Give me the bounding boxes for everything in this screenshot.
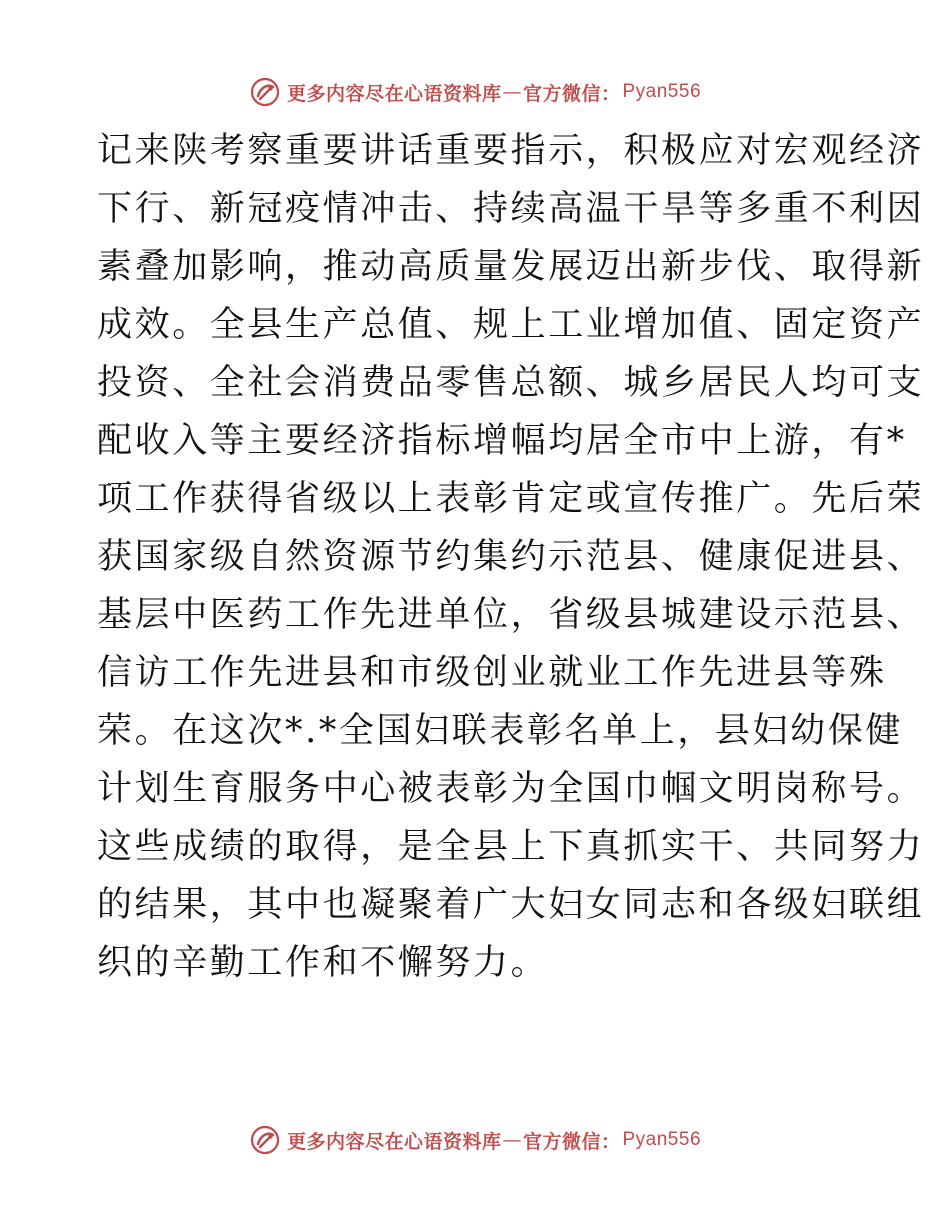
watermark-brand: 更多内容尽在心语资料库 [286,82,502,105]
text-line: 投资、全社会消费品零售总额、城乡居民人均可支 [97,363,925,403]
text-line: 配收入等主要经济指标增幅均居全市中上游，有* [97,421,907,461]
watermark-dash: — [502,1129,522,1151]
body-paragraph [97,122,925,992]
text-line: 基层中医药工作先进单位，省级县城建设示范县、 [97,595,925,635]
text-line: 荣。在这次*.*全国妇联表彰名单上，县妇幼保健 [97,711,903,751]
text-line: 计划生育服务中心被表彰为全国巾帼文明岗称号。 [97,769,925,809]
text-line: 记来陕考察重要讲话重要指示，积极应对宏观经济 [97,131,925,171]
watermark-official: 官方微信： [522,82,621,105]
watermark-id: Pyan556 [622,81,702,102]
text-line: 下行、新冠疫情冲击、持续高温干旱等多重不利因 [97,189,925,229]
brand-logo-icon [249,1124,281,1156]
footer-watermark [0,1120,950,1160]
text-line: 织的辛勤工作和不懈努力。 [97,943,549,983]
watermark-official: 官方微信： [522,1130,621,1153]
text-line: 这些成绩的取得，是全县上下真抓实干、共同努力 [97,827,925,867]
header-watermark [0,72,950,112]
watermark-dash: — [502,81,522,103]
brand-logo-icon [249,76,281,108]
text-line: 项工作获得省级以上表彰肯定或宣传推广。先后荣 [97,479,925,519]
watermark-id: Pyan556 [622,1129,702,1150]
watermark-brand: 更多内容尽在心语资料库 [286,1130,502,1153]
text-line: 成效。全县生产总值、规上工业增加值、固定资产 [97,305,925,345]
text-line: 获国家级自然资源节约集约示范县、健康促进县、 [97,537,925,577]
text-line: 素叠加影响，推动高质量发展迈出新步伐、取得新 [97,247,925,287]
text-line: 的结果，其中也凝聚着广大妇女同志和各级妇联组 [97,885,925,925]
text-line: 信访工作先进县和市级创业就业工作先进县等殊 [97,653,887,693]
